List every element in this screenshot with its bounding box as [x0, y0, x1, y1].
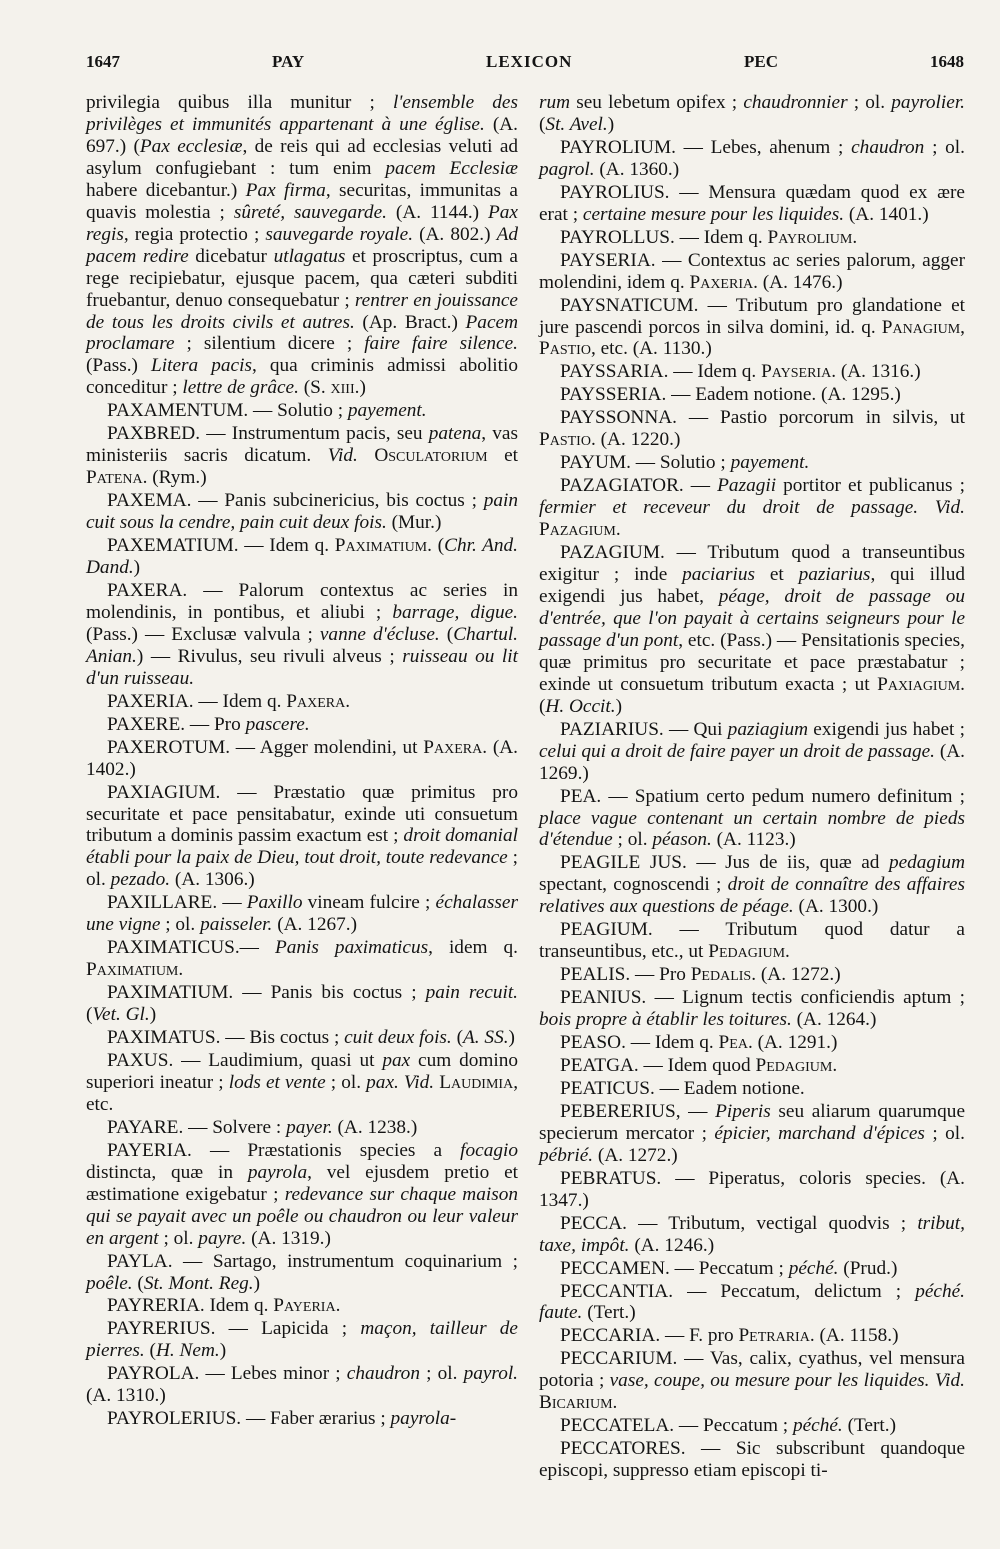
dictionary-entry: PAXERA. — Palorum contextus ac series in molendinis, in pontibus, et aliubi ; barrage, digue. (Pass.) — Exclusæ valvula ; vanne d'écluse. (Chartul. Anian.) — Rivulus, seu rivuli alveus ; ruisseau ou lit d'un ruisseau. — [86, 579, 519, 689]
page-number-left: 1647 — [86, 52, 120, 71]
guide-letters-right: PEC — [744, 52, 778, 71]
dictionary-entry: PAYSNATICUM. — Tributum pro glandatione et jure pascendi porcos in silva domini, id. q. Panagium, Pastio, etc. (A. 1130.) — [539, 294, 965, 360]
dictionary-entry: PAYROLIUS. — Mensura quædam quod ex ære erat ; certaine mesure pour les liquides. (A. 1401.) — [539, 181, 965, 225]
running-header — [86, 52, 964, 82]
dictionary-entry: PAYUM. — Solutio ; payement. — [560, 452, 810, 474]
dictionary-entry: PAXILLARE. — Paxillo vineam fulcire ; échalasser une vigne ; ol. paisseler. (A. 1267.) — [86, 892, 518, 936]
dictionary-entry: PAXUS. — Laudimium, quasi ut pax cum domino superiori ineatur ; lods et vente ; ol. pax. Vid. Laudimia, etc. — [86, 1049, 519, 1115]
guide-letters-left: PAY — [272, 52, 305, 71]
left-column — [86, 92, 518, 1430]
dictionary-entry: PEALIS. — Pro Pedalis. (A. 1272.) — [560, 964, 841, 986]
dictionary-entry: PAZIARIUS. — Qui paziagium exigendi jus habet ; celui qui a droit de faire payer un droit de passage. (A. 1269.) — [539, 718, 965, 784]
dictionary-entry: PECCA. — Tributum, vectigal quodvis ; tribut, taxe, impôt. (A. 1246.) — [539, 1212, 965, 1256]
dictionary-entry: PAYSSARIA. — Idem q. Payseria. (A. 1316.) — [560, 361, 921, 383]
dictionary-entry: PAXIAGIUM. — Præstatio quæ primitus pro securitate et pace pensitabatur, exinde uti consuetum tributum a dominis passim exactum est ; droit domanial établi pour la paix de Dieu, tout droit, toute redevance ; ol. pezado. (A. 1306.) — [86, 781, 519, 891]
dictionary-entry: PAYARE. — Solvere : payer. (A. 1238.) — [107, 1116, 418, 1138]
dictionary-entry: PECCARIUM. — Vas, calix, cyathus, vel mensura potoria ; vase, coupe, ou mesure pour les liquides. Vid. Bicarium. — [539, 1348, 965, 1414]
dictionary-entry: PAXERE. — Pro pascere. — [107, 713, 310, 735]
dictionary-entry: PAXIMATUS. — Bis coctus ; cuit deux fois. (A. SS.) — [107, 1027, 515, 1049]
dictionary-entry: PAYSSONNA. — Pastio porcorum in silvis, ut Pastio. (A. 1220.) — [539, 407, 965, 451]
dictionary-entry: PAYERIA. — Præstationis species a focagio distincta, quæ in payrola, vel ejusdem pretio et æstimatione exigebatur ; redevance sur chaque maison qui se payait avec un poêle ou chaudron ou leur valeur en argent ; ol. payre. (A. 1319.) — [86, 1139, 518, 1249]
page-number-right: 1648 — [930, 52, 964, 71]
dictionary-entry: PEBRATUS. — Piperatus, coloris species. (A. 1347.) — [539, 1167, 965, 1211]
dictionary-entry: PECCAMEN. — Peccatum ; péché. (Prud.) — [560, 1257, 898, 1279]
dictionary-entry: PAYRERIA. Idem q. Payeria. — [107, 1295, 341, 1317]
dictionary-entry: PAYLA. — Sartago, instrumentum coquinarium ; poêle. (St. Mont. Reg.) — [86, 1250, 518, 1294]
dictionary-entry: PECCANTIA. — Peccatum, delictum ; péché. faute. (Tert.) — [539, 1280, 965, 1324]
right-column — [539, 92, 965, 1482]
dictionary-entry: PAXEMA. — Panis subcinericius, bis coctus ; pain cuit sous la cendre, pain cuit deux fois. (Mur.) — [86, 490, 518, 534]
dictionary-entry: PAYRERIUS. — Lapicida ; maçon, tailleur de pierres. (H. Nem.) — [86, 1318, 518, 1362]
dictionary-entry: PEATICUS. — Eadem notione. — [560, 1077, 805, 1099]
dictionary-entry: PEAGIUM. — Tributum quod datur a transeuntibus, etc., ut Pedagium. — [539, 919, 965, 963]
dictionary-entry: PEAGILE JUS. — Jus de iis, quæ ad pedagium spectant, cognoscendi ; droit de connaître des affaires relatives aux questions de péage. (A. 1300.) — [539, 852, 965, 918]
dictionary-entry: PAYROLIUM. — Lebes, ahenum ; chaudron ; ol. pagrol. (A. 1360.) — [539, 136, 965, 180]
dictionary-entry: PAYSSERIA. — Eadem notione. (A. 1295.) — [560, 384, 901, 406]
dictionary-entry: PAXEMATIUM. — Idem q. Paximatium. (Chr. And. Dand.) — [86, 535, 518, 579]
dictionary-entry: PECCARIA. — F. pro Petraria. (A. 1158.) — [560, 1325, 899, 1347]
dictionary-entry: PEA. — Spatium certo pedum numero definitum ; place vague contenant un certain nombre de pieds d'étendue ; ol. péason. (A. 1123.) — [539, 785, 965, 851]
dictionary-entry: PEANIUS. — Lignum tectis conficiendis aptum ; bois propre à établir les toitures. (A. 1264.) — [539, 987, 965, 1031]
dictionary-entry: rum seu lebetum opifex ; chaudronnier ; ol. payrolier. (St. Avel.) — [539, 92, 966, 135]
dictionary-entry: PAXAMENTUM. — Solutio ; payement. — [107, 400, 427, 422]
running-title: LEXICON — [486, 52, 573, 71]
dictionary-entry: PECCATORES. — Sic subscribunt quandoque episcopi, suppresso etiam episcopi ti- — [539, 1438, 965, 1482]
dictionary-entry: PEASO. — Idem q. Pea. (A. 1291.) — [560, 1032, 838, 1054]
dictionary-entry: PAXEROTUM. — Agger molendini, ut Paxera. (A. 1402.) — [86, 736, 518, 780]
dictionary-entry: privilegia quibus illa munitur ; l'ensemble des privilèges et immunités appartenant à une église. (A. 697.) (Pax ecclesiæ, de reis qui ad ecclesias veluti ad asylum confugiebant : tum enim pacem Ecclesiæ habere dicebantur.) Pax firma, securitas, immunitas a quavis molestia ; sûreté, sauvegarde. (A. 1144.) Pax regis, regia protectio ; sauvegarde royale. (A. 802.) Ad pacem redire dicebatur utlagatus et proscriptus, cum a rege recipiebatur, ejusque pacem, qua cæteri subditi fruebantur, denuo consequebatur ; rentrer en jouissance de tous les droits civils et autres. (Ap. Bract.) Pacem proclamare ; silentium dicere ; faire faire silence. (Pass.) Litera pacis, qua criminis admissi abolitio conceditur ; lettre de grâce. (S. xiii.) — [86, 92, 519, 399]
dictionary-entry: PAYROLERIUS. — Faber ærarius ; payrola- — [107, 1408, 457, 1430]
dictionary-entry: PEATGA. — Idem quod Pedagium. — [560, 1054, 838, 1076]
dictionary-entry: PAXERIA. — Idem q. Paxera. — [107, 690, 351, 712]
dictionary-entry: PAYROLLUS. — Idem q. Payrolium. — [560, 226, 858, 248]
dictionary-entry: PAYROLA. — Lebes minor ; chaudron ; ol. payrol. (A. 1310.) — [86, 1363, 519, 1407]
dictionary-entry: PAXIMATIUM. — Panis bis coctus ; pain recuit. (Vet. Gl.) — [86, 982, 518, 1026]
dictionary-entry: PAYSERIA. — Contextus ac series palorum, agger molendini, idem q. Paxeria. (A. 1476.) — [539, 249, 965, 293]
dictionary-entry: PEBERERIUS, — Piperis seu aliarum quarumque specierum mercator ; épicier, marchand d'épices ; ol. pébrié. (A. 1272.) — [539, 1100, 965, 1166]
dictionary-entry: PECCATELA. — Peccatum ; péché. (Tert.) — [560, 1415, 896, 1437]
dictionary-entry: PAZAGIUM. — Tributum quod a transeuntibus exigitur ; inde paciarius et paziarius, qui illud exigendi jus habet, péage, droit de passage ou d'entrée, que l'on payait à certains seigneurs pour le passage d'un pont, etc. (Pass.) — Pensitationis species, quæ primitus pro securitate et pace præstabatur ; exinde ut consuetum tributum exacta ; ut Paxiagium. (H. Occit.) — [539, 542, 966, 717]
dictionary-entry: PAZAGIATOR. — Pazagii portitor et publicanus ; fermier et receveur du droit de passage. Vid. Pazagium. — [539, 475, 965, 541]
dictionary-entry: PAXBRED. — Instrumentum pacis, seu patena, vas ministeriis sacris dicatum. Vid. Osculatorium et Patena. (Rym.) — [86, 423, 518, 489]
dictionary-entry: PAXIMATICUS.— Panis paximaticus, idem q. Paximatium. — [86, 937, 518, 981]
